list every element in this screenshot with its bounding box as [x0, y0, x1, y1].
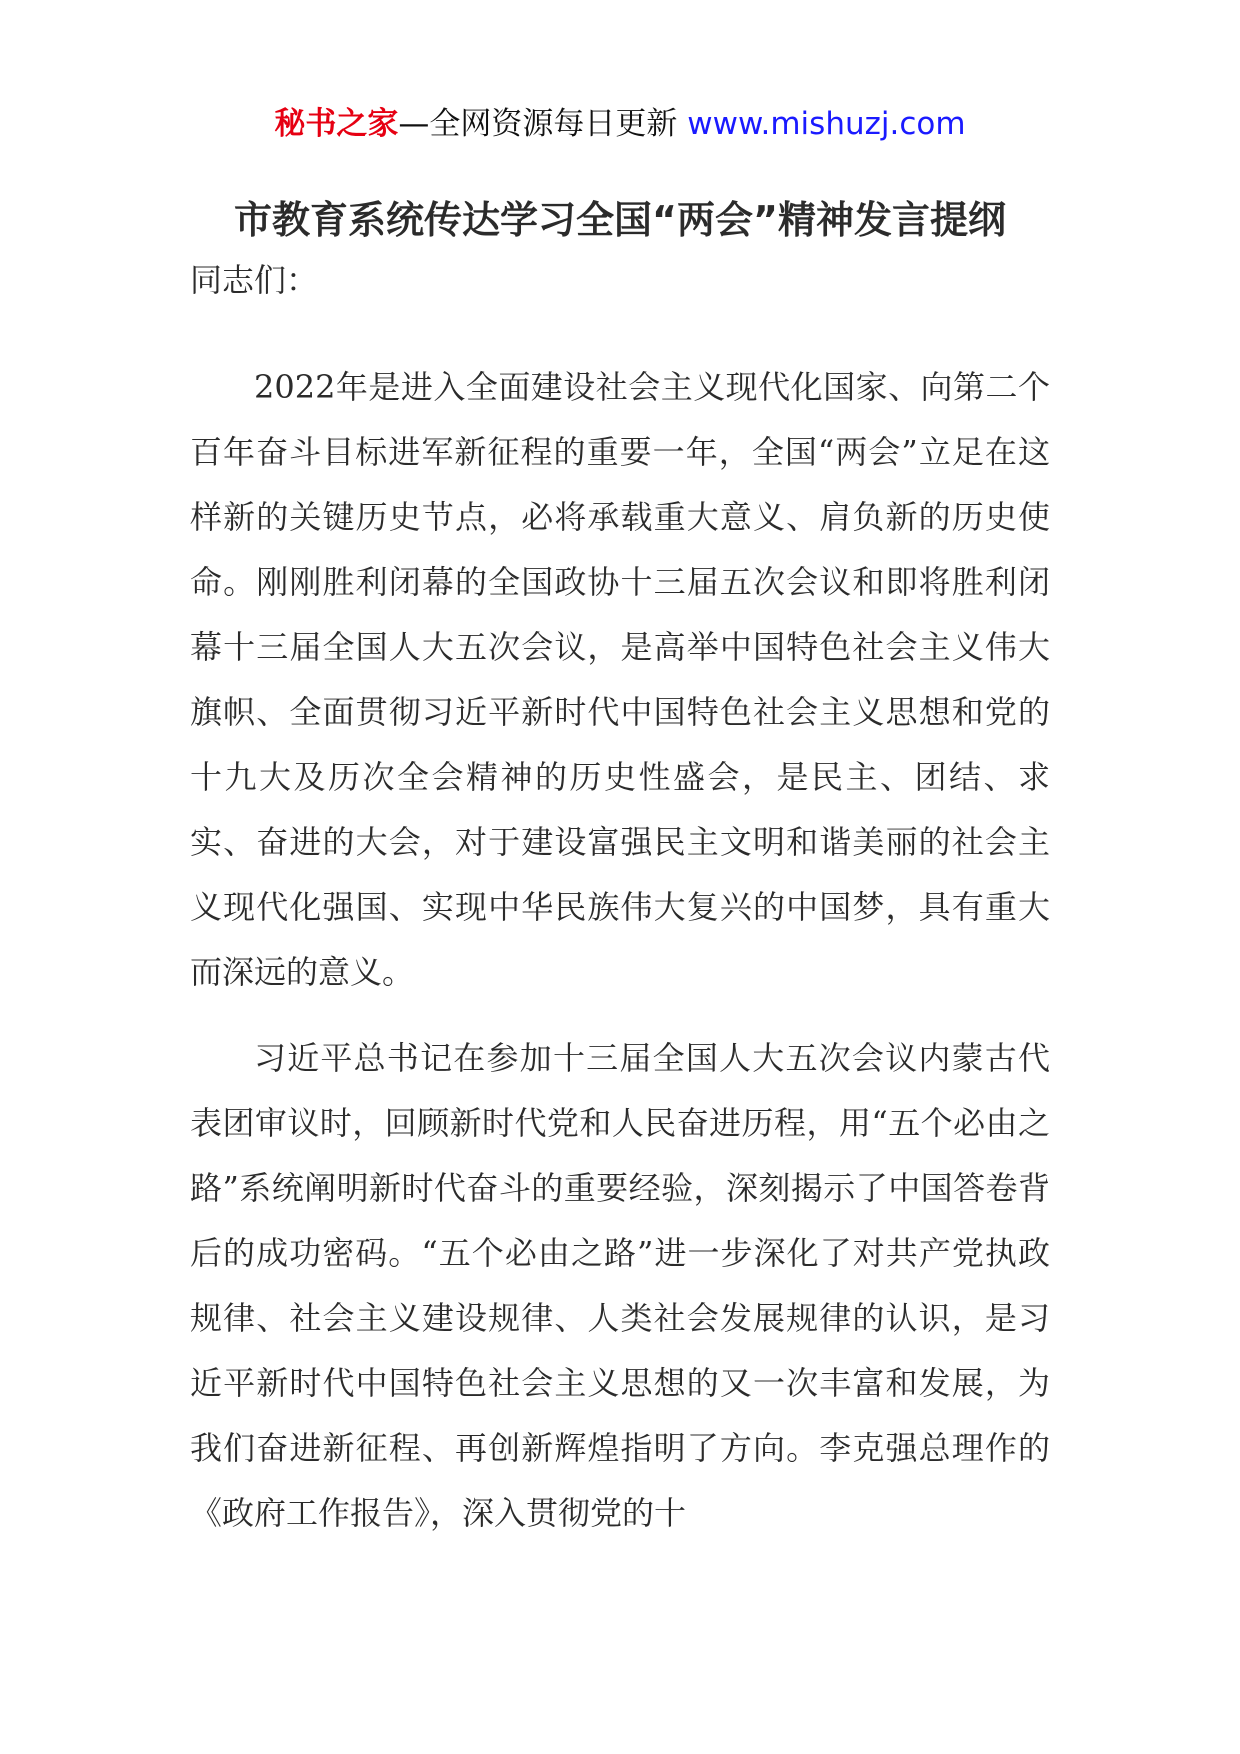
- document-title: 市教育系统传达学习全国“两会”精神发言提纲: [234, 198, 1006, 242]
- brand-name: 秘书之家: [274, 106, 399, 142]
- salutation: 同志们：: [190, 261, 319, 299]
- paragraph-2: 习近平总书记在参加十三届全国人大五次会议内蒙古代表团审议时，回顾新时代党和人民奋进历程，用“五个必由之路”系统阐明新时代奋斗的重要经验，深刻揭示了中国答卷背后的成功密码。“五个必由之路”进一步深化了对共产党执政规律、社会主义建设规律、人类社会发展规律的认识，是习近平新时代中国特色社会主义思想的又一次丰富和发展，为我们奋进新征程、再创新辉煌指明了方向。李克强总理作的《政府工作报告》，深入贯彻党的十: [190, 1039, 1050, 1532]
- paragraph-1: 2022年是进入全面建设社会主义现代化国家、向第二个百年奋斗目标进军新征程的重要一年，全国“两会”立足在这样新的关键历史节点，必将承载重大意义、肩负新的历史使命。刚刚胜利闭幕的全国政协十三届五次会议和即将胜利闭幕十三届全国人大五次会议，是高举中国特色社会主义伟大旗帜、全面贯彻习近平新时代中国特色社会主义思想和党的十九大及历次全会精神的历史性盛会，是民主、团结、求实、奋进的大会，对于建设富强民主文明和谐美丽的社会主义现代化强国、实现中华民族伟大复兴的中国梦，具有重大而深远的意义。: [190, 368, 1050, 991]
- header-tagline: —全网资源每日更新: [398, 106, 678, 142]
- website-link[interactable]: www.mishuzj.com: [687, 106, 966, 142]
- watermark-header: [0, 98, 1240, 150]
